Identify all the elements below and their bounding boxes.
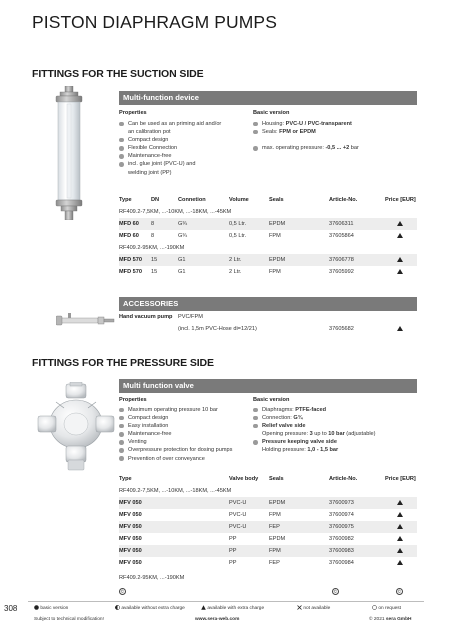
- col-price: Price [EUR]: [385, 197, 416, 203]
- spacer: [253, 136, 413, 144]
- list-item: Holding pressure: 1,0 - 1,5 bar: [262, 447, 339, 454]
- accessory-material: PVC/FPM: [178, 314, 203, 320]
- legend-with-charge: available with extra charge: [201, 605, 264, 611]
- list-item: Relief valve side: [253, 422, 417, 430]
- valve-title-bar: Multi function valve: [119, 379, 417, 393]
- legend-on-request: on request: [372, 605, 401, 611]
- col-seals: Seals: [269, 476, 284, 482]
- col-valve-body: Valve body: [229, 476, 259, 482]
- col-type: Type: [119, 197, 132, 203]
- properties-heading: Properties: [119, 397, 147, 403]
- list-item: Pressure keeping valve side: [253, 438, 417, 446]
- table-group-label: RF409.2-95KM, ...-190KM: [119, 575, 185, 581]
- section-title-suction: FITTINGS FOR THE SUCTION SIDE: [32, 68, 204, 80]
- pressure-basic-list: [253, 406, 417, 455]
- on-request-icon: ©: [333, 589, 338, 594]
- list-item: max. operating pressure: -0,5 ... +2 bar: [253, 144, 413, 152]
- legend-basic: basic version: [34, 605, 68, 611]
- col-connection: Connetion: [178, 197, 206, 203]
- table-row: MFV 050 PP EPDM 37600982: [119, 533, 417, 545]
- triangle-icon: [201, 605, 206, 610]
- list-item: welding joint (PP): [128, 169, 172, 176]
- on-request-icon: ©: [397, 589, 402, 594]
- basic-version-heading: Basic version: [253, 397, 290, 403]
- list-item: Connection: G¾: [253, 414, 417, 422]
- table-row: MFD 570 15 G1 2 Ltr. FPM 37605992: [119, 266, 417, 278]
- available-with-charge-icon: [397, 500, 403, 505]
- available-with-charge-icon: [397, 524, 403, 529]
- legend-not-available: not available: [297, 605, 330, 611]
- list-item: Maintenance-free: [119, 152, 251, 160]
- available-with-charge-icon: [397, 221, 403, 226]
- accessories-bar: ACCESSORIES: [119, 297, 417, 311]
- circle-c-icon: [372, 605, 377, 610]
- list-item: Maintenance-free: [119, 430, 251, 438]
- table-row: MFD 60 8 G¾ 0,5 Ltr. EPDM 37606311: [119, 218, 417, 230]
- table-row: MFV 050 PP FEP 37600984: [119, 557, 417, 569]
- list-item: Seals: FPM or EPDM: [253, 128, 413, 136]
- list-item: Can be used as an priming aid and/or: [119, 120, 251, 128]
- list-item: Prevention of over conveyance: [119, 455, 251, 463]
- accessory-article: 37605682: [329, 326, 354, 332]
- list-item: incl. glue joint (PVC-U) and: [119, 160, 251, 168]
- multi-function-valve-image: [36, 382, 116, 472]
- list-item: Overpressure protection for dosing pumps: [119, 446, 251, 454]
- footer-website-link[interactable]: www.sera-web.com: [195, 617, 240, 622]
- table-row: MFV 050 PVC-U EPDM 37600973: [119, 497, 417, 509]
- footer-disclaimer: Subject to technical modification!: [34, 617, 104, 622]
- cross-icon: [297, 605, 302, 610]
- basic-version-icon: [34, 605, 39, 610]
- properties-heading: Properties: [119, 110, 147, 116]
- available-with-charge-icon: [397, 326, 403, 331]
- list-item: Easy installation: [119, 422, 251, 430]
- section-title-pressure: FITTINGS FOR THE PRESSURE SIDE: [32, 357, 214, 369]
- pressure-properties-list: [119, 406, 251, 463]
- list-item: Venting: [119, 438, 251, 446]
- accessory-note: (incl. 1,5m PVC-Hose di=12/21): [178, 326, 257, 332]
- available-with-charge-icon: [397, 548, 403, 553]
- col-dn: DN: [151, 197, 160, 203]
- suction-properties-list: [119, 120, 251, 177]
- list-item: an calibration pot: [128, 129, 171, 136]
- table-row: MFV 050 PP FPM 37600983: [119, 545, 417, 557]
- multi-function-device-image: [46, 86, 92, 220]
- col-volume: Volume: [229, 197, 249, 203]
- page-number: 308: [4, 604, 18, 613]
- col-article: Article-No.: [329, 197, 358, 203]
- available-with-charge-icon: [397, 269, 403, 274]
- page-title: PISTON DIAPHRAGM PUMPS: [32, 12, 277, 32]
- device-title-bar: Multi-function device: [119, 91, 417, 105]
- table-group-label: RF409.2-95KM, ...-190KM: [119, 245, 185, 251]
- table-group-label: RF409.2-7,5KM, ...-10KM, ...-18KM, ...-45KM: [119, 488, 232, 494]
- col-price: Price [EUR]: [385, 476, 416, 482]
- col-article: Article-No.: [329, 476, 358, 482]
- available-with-charge-icon: [397, 560, 403, 565]
- col-type: Type: [119, 476, 132, 482]
- on-request-icon: ©: [120, 589, 125, 594]
- table-row: MFD 60 8 G¾ 0,5 Ltr. FPM 37605864: [119, 230, 417, 242]
- available-with-charge-icon: [397, 536, 403, 541]
- footer-copyright: © 2021 sera GmbH: [369, 617, 412, 622]
- list-item: Compact design: [119, 414, 251, 422]
- list-item: Diaphragms: PTFE-faced: [253, 406, 417, 414]
- available-with-charge-icon: [397, 233, 403, 238]
- suction-basic-list: [253, 120, 413, 152]
- list-item: Housing: PVC-U / PVC-transparent: [253, 120, 413, 128]
- list-item: Flexible Connection: [119, 144, 251, 152]
- list-item: Opening pressure: 3 up to 10 bar (adjustable): [262, 431, 376, 438]
- table-row: MFV 050 PVC-U FPM 37600974: [119, 509, 417, 521]
- list-item: Compact design: [119, 136, 251, 144]
- hand-vacuum-pump-image: [56, 313, 116, 329]
- available-with-charge-icon: [397, 257, 403, 262]
- footer-divider: [28, 601, 424, 602]
- list-item: Maximum operating pressure 10 bar: [119, 406, 251, 414]
- half-circle-icon: [115, 605, 120, 610]
- available-with-charge-icon: [397, 512, 403, 517]
- table-row: MFV 050 PVC-U FEP 37600975: [119, 521, 417, 533]
- basic-version-heading: Basic version: [253, 110, 290, 116]
- col-seals: Seals: [269, 197, 284, 203]
- legend-without-charge: available without extra charge: [115, 605, 185, 611]
- table-row: MFD 570 15 G1 2 Ltr. EPDM 37606778: [119, 254, 417, 266]
- accessory-name: Hand vacuum pump: [119, 314, 173, 320]
- table-group-label: RF409.2-7,5KM, ...-10KM, ...-18KM, ...-45KM: [119, 209, 232, 215]
